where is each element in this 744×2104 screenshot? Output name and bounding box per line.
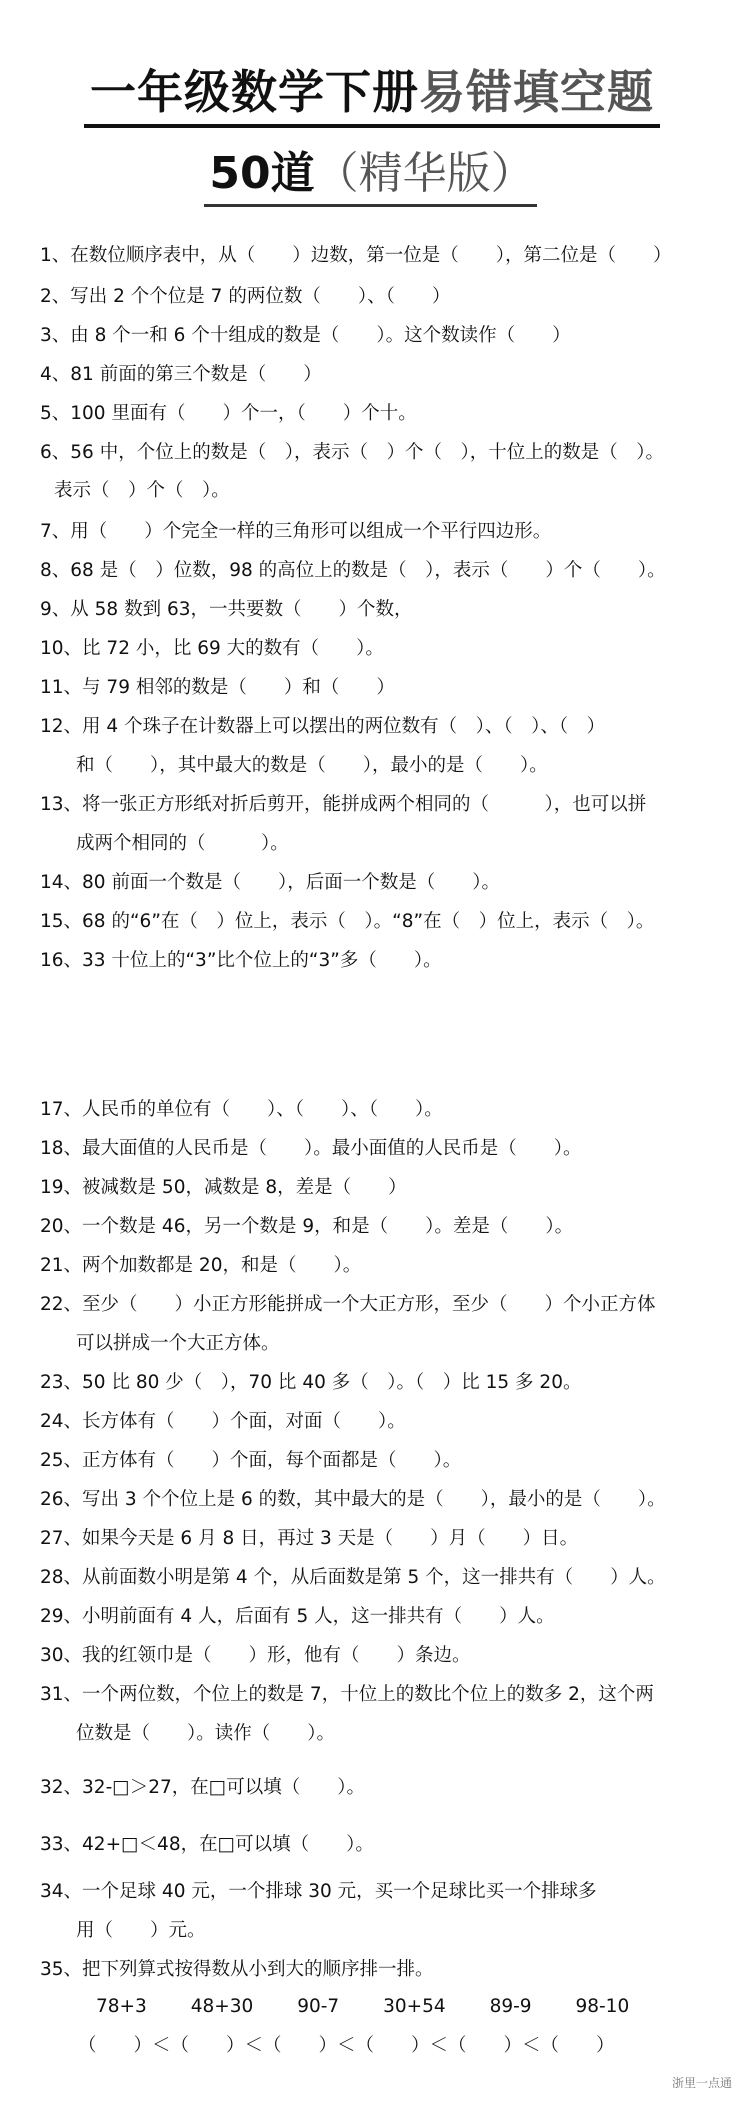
- question-4: 4、81 前面的第三个数是（ ）: [40, 364, 322, 385]
- question-15: 15、68 的“6”在（ ）位上，表示（ ）。“8”在（ ）位上，表示（ ）。: [40, 911, 655, 932]
- expression: 78+3: [96, 1996, 147, 2017]
- expression: 90-7: [297, 1996, 340, 2017]
- question-13-cont: 成两个相同的（ ）。: [76, 833, 289, 854]
- expression-list: [96, 1988, 667, 2026]
- question-28: 28、从前面数小明是第 4 个，从后面数是第 5 个，这一排共有（ ）人。: [40, 1567, 666, 1588]
- question-30: 30、我的红领巾是（ ）形，他有（ ）条边。: [40, 1645, 471, 1666]
- title-underline: [84, 124, 660, 128]
- question-16: 16、33 十位上的“3”比个位上的“3”多（ ）。: [40, 950, 442, 971]
- question-32: 32、32-□＞27，在□可以填（ ）。: [40, 1777, 366, 1798]
- expression: 48+30: [190, 1996, 254, 2017]
- question-8: 8、68 是（ ）位数，98 的高位上的数是（ ），表示（ ）个（ ）。: [40, 560, 666, 581]
- expression: 89-9: [489, 1996, 532, 2017]
- question-11: 11、与 79 相邻的数是（ ）和（ ）: [40, 677, 395, 698]
- subtitle-part1: 50道: [209, 148, 315, 199]
- title-part1: 一年级数学下册: [90, 65, 419, 119]
- question-18: 18、最大面值的人民币是（ ）。最小面值的人民币是（ ）。: [40, 1138, 582, 1159]
- question-12: 12、用 4 个珠子在计数器上可以摆出的两位数有（ ）、（ ）、（ ）: [40, 716, 606, 737]
- question-26: 26、写出 3 个个位上是 6 的数，其中最大的是（ ），最小的是（ ）。: [40, 1489, 666, 1510]
- page-subtitle: [0, 145, 744, 203]
- question-7: 7、用（ ）个完全一样的三角形可以组成一个平行四边形。: [40, 521, 552, 542]
- question-3: 3、由 8 个一和 6 个十组成的数是（ ）。这个数读作（ ）: [40, 325, 571, 346]
- question-31: 31、一个两位数，个位上的数是 7，十位上的数比个位上的数多 2，这个两: [40, 1684, 654, 1705]
- question-22-cont: 可以拼成一个大正方体。: [76, 1333, 280, 1354]
- question-34-cont: 用（ ）元。: [76, 1920, 206, 1941]
- question-19: 19、被减数是 50，减数是 8，差是（ ）: [40, 1177, 407, 1198]
- watermark: 浙里一点通: [671, 2076, 732, 2090]
- title-part2: 易错填空题: [419, 65, 654, 119]
- order-blanks: （ ）＜（ ）＜（ ）＜（ ）＜（ ）＜（ ）: [78, 2035, 615, 2056]
- question-20: 20、一个数是 46，另一个数是 9，和是（ ）。差是（ ）。: [40, 1216, 574, 1237]
- question-21: 21、两个加数都是 20，和是（ ）。: [40, 1255, 362, 1276]
- question-34: 34、一个足球 40 元，一个排球 30 元，买一个足球比买一个排球多: [40, 1881, 597, 1902]
- question-14: 14、80 前面一个数是（ ），后面一个数是（ ）。: [40, 872, 500, 893]
- expression: 98-10: [575, 1996, 630, 2017]
- page-title: [0, 62, 744, 122]
- question-13: 13、将一张正方形纸对折后剪开，能拼成两个相同的（ ），也可以拼: [40, 794, 647, 815]
- question-27: 27、如果今天是 6 月 8 日，再过 3 天是（ ）月（ ）日。: [40, 1528, 579, 1549]
- question-25: 25、正方体有（ ）个面，每个面都是（ ）。: [40, 1450, 462, 1471]
- question-22: 22、至少（ ）小正方形能拼成一个大正方形，至少（ ）个小正方体: [40, 1294, 656, 1315]
- subtitle-part2: （精华版）: [314, 148, 535, 199]
- question-17: 17、人民币的单位有（ ）、（ ）、（ ）。: [40, 1099, 443, 1120]
- expression: 30+54: [383, 1996, 446, 2017]
- question-23: 23、50 比 80 少（ ），70 比 40 多（ ）。（ ）比 15 多 20。: [40, 1372, 582, 1393]
- question-1: 1、在数位顺序表中，从（ ）边数，第一位是（ ），第二位是（ ）: [40, 245, 672, 266]
- question-6: 6、56 中，个位上的数是（ ），表示（ ）个（ ），十位上的数是（ ）。: [40, 442, 664, 463]
- question-9: 9、从 58 数到 63，一共要数（ ）个数，: [40, 599, 413, 620]
- question-33: 33、42+□＜48，在□可以填（ ）。: [40, 1834, 374, 1855]
- question-6-cont: 表示（ ）个（ ）。: [54, 480, 230, 501]
- question-29: 29、小明前面有 4 人，后面有 5 人，这一排共有（ ）人。: [40, 1606, 555, 1627]
- subtitle-underline: [204, 204, 537, 207]
- question-5: 5、100 里面有（ ）个一，（ ）个十。: [40, 403, 417, 424]
- question-10: 10、比 72 小，比 69 大的数有（ ）。: [40, 638, 384, 659]
- question-2: 2、写出 2 个个位是 7 的两位数（ ）、（ ）: [40, 286, 451, 307]
- question-35: 35、把下列算式按得数从小到大的顺序排一排。: [40, 1959, 434, 1980]
- question-31-cont: 位数是（ ）。读作（ ）。: [76, 1723, 336, 1744]
- question-12-cont: 和（ ），其中最大的数是（ ），最小的是（ ）。: [76, 755, 548, 776]
- question-24: 24、长方体有（ ）个面，对面（ ）。: [40, 1411, 406, 1432]
